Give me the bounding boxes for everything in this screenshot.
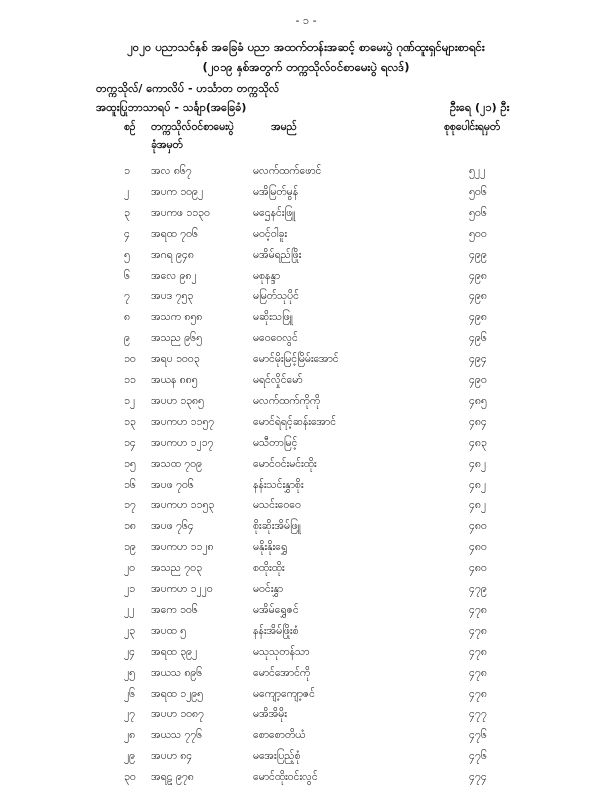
table-row: [0, 625, 612, 647]
university-label: တက္ကသိုလ်/ ကောလိပ် - ဟင်္သာတ တက္ကသိုလ်: [96, 82, 280, 95]
student-name: မဆိုးသဖြူ: [253, 311, 293, 324]
roll-number: အရဠ ၉၇၈: [151, 771, 194, 784]
roll-number: အရပ ၁၀၀၃: [151, 353, 200, 366]
row-number: ၂၃: [124, 624, 136, 637]
total-marks: ၄၇၇: [469, 708, 487, 721]
student-name: မဝင်းနွှာ: [253, 583, 284, 595]
student-name: နန်းအိမ်ဖြိုးစံ: [253, 624, 299, 637]
roll-number: အပကဟ ၁၁၅၇: [151, 415, 215, 428]
table-row: [0, 353, 612, 375]
total-marks: ၄၉၄: [469, 353, 487, 366]
roll-number: အယသ ၈၉၆: [151, 666, 203, 679]
row-number: ၂၁: [124, 583, 136, 595]
total-marks: ၄၇၆: [469, 750, 487, 763]
student-name: မောင်အောင်ကို: [253, 666, 311, 679]
total-marks: ၅၀၆: [469, 185, 487, 198]
table-row: [0, 332, 612, 354]
student-name: မောင်ထိုးဝင်းလွင်: [253, 771, 318, 784]
roll-number: အသည ၇၀၃: [151, 562, 202, 575]
row-number: ၄: [124, 227, 130, 240]
subject-label: အထူးပြုဘာသာရပ် - သင်္ချာ(အခြေခံ): [96, 101, 247, 114]
row-number: ၆: [124, 269, 130, 282]
roll-number: အပဖ ၇၀၆: [151, 478, 194, 491]
total-marks: ၄၉၈: [469, 311, 487, 324]
roll-number: အပကဟ ၁၂၂၀: [151, 583, 213, 595]
total-marks: ၄၉၈: [469, 290, 487, 303]
row-number: ၂၄: [124, 645, 136, 658]
table-row: [0, 165, 612, 187]
roll-number: အလေ ၉၈၂: [151, 269, 197, 282]
header-name: အမည်: [271, 121, 297, 133]
roll-number: အပကဟ ၁၁၂၈: [151, 541, 214, 554]
table-row: [0, 416, 612, 438]
row-number: ၅: [124, 248, 130, 261]
row-number: ၁၃: [124, 415, 136, 428]
row-number: ၉: [124, 332, 130, 345]
roll-number: အသည ၉၆၅: [151, 332, 202, 345]
total-marks: ၄၈၂: [469, 478, 487, 491]
student-name: မောင်ရဲရင့်ဆန်းအောင်: [253, 415, 337, 428]
total-marks: ၄၇၈: [469, 603, 487, 616]
header-marks: စုစုပေါင်းရမှတ်: [444, 121, 501, 133]
student-name: မလက်ထက်ဖောင်: [253, 165, 322, 177]
table-row: [0, 228, 612, 250]
student-name: မအိအိမိုး: [253, 708, 287, 721]
page-number: - ၁ -: [295, 14, 317, 27]
row-number: ၁၆: [124, 478, 136, 491]
table-row: [0, 290, 612, 312]
row-number: ၂: [124, 185, 130, 198]
student-name: မမြတ်သုပိုင်: [253, 290, 299, 303]
total-marks: ၄၉၀: [469, 374, 487, 386]
student-name: မလက်ထက်ကိုကို: [253, 394, 321, 407]
row-number: ၈: [124, 311, 130, 324]
row-number: ၁၇: [124, 499, 136, 512]
student-name: နန်းသင်းနွှာစိုး: [253, 478, 304, 491]
row-number: ၂၂: [124, 603, 135, 616]
table-row: [0, 646, 612, 668]
student-name: မအိမ်ရည်ဖြိုး: [253, 248, 302, 261]
student-name: မသုသုတန်သာ: [253, 645, 310, 658]
roll-number: အသထ ၇၀၉: [151, 457, 202, 470]
total-marks: ၄၇၆: [469, 729, 487, 742]
total-count: ဦးရေ (၂၁) ဦး: [450, 101, 510, 114]
table-row: [0, 583, 612, 605]
table-row: [0, 207, 612, 229]
row-number: ၂၇: [124, 708, 136, 721]
row-number: ၂၀: [124, 562, 136, 575]
row-number: ၁: [124, 165, 130, 177]
header-roll-no: တက္ကသိုလ်ဝင်စာမေးပွဲ: [151, 121, 234, 133]
roll-number: အပဟ ၈၄: [151, 750, 193, 763]
roll-number: အပကဖ ၁၁၃၀: [151, 206, 210, 219]
row-number: ၁၉: [124, 541, 136, 554]
student-name: စောစောတိယံ: [253, 729, 306, 742]
table-row: [0, 499, 612, 521]
total-marks: ၅၂၂: [469, 165, 486, 177]
student-name: မစုနန္ဒာ: [253, 269, 281, 282]
roll-number: အပက ၁၀၉၂: [151, 185, 204, 198]
student-name: မကျော့ကျော့ဇင်: [253, 687, 315, 700]
student-name: မသီတာမြင့်: [253, 436, 298, 449]
table-row: [0, 771, 612, 793]
student-name: စထိုးထိုး: [253, 562, 285, 575]
table-row: [0, 479, 612, 501]
table-row: [0, 437, 612, 459]
total-marks: ၄၈၀: [469, 541, 487, 554]
row-number: ၃: [124, 206, 130, 219]
student-name: မနိုးနိုးရွှေ: [253, 541, 288, 554]
row-number: ၂၈: [124, 729, 136, 742]
roll-number: အပဟ ၁၃၈၅: [151, 394, 204, 407]
roll-number: အပကဟ ၁၂၁၇: [151, 436, 214, 449]
student-name: မဝင့်ဝါခူး: [253, 227, 288, 240]
row-number: ၁၁: [124, 374, 136, 386]
roll-number: အရထ ၇၀၆: [151, 227, 198, 240]
table-row: [0, 750, 612, 772]
total-marks: ၄၈၀: [469, 562, 487, 575]
roll-number: အသက ၈၅၈: [151, 311, 203, 324]
student-name: မအိမ်ရွှေဇင်: [253, 603, 299, 616]
total-marks: ၄၈၅: [469, 394, 487, 407]
roll-number: အဂရ ၉၄၈: [151, 248, 194, 261]
roll-number: အလ ၈၆၇: [151, 165, 192, 177]
row-number: ၁၄: [124, 436, 136, 449]
table-row: [0, 249, 612, 271]
total-marks: ၄၉၆: [469, 332, 487, 345]
total-marks: ၄၈၄: [469, 415, 487, 428]
row-number: ၃၀: [124, 771, 136, 784]
roll-number: အပဟ ၁၀၈၇: [151, 708, 204, 721]
total-marks: ၄၇၉: [469, 583, 487, 595]
roll-number: အယန ၈၈၅: [151, 374, 198, 386]
table-row: [0, 729, 612, 751]
table-row: [0, 688, 612, 710]
table-row: [0, 458, 612, 480]
row-number: ၇: [124, 290, 130, 303]
table-row: [0, 562, 612, 584]
table-row: [0, 520, 612, 542]
roll-number: အပထ ၅: [151, 624, 187, 637]
total-marks: ၄၉၉: [469, 248, 487, 261]
document-subtitle: (၂၀၁၉ နှစ်အတွက် တက္ကသိုလ်ဝင်စာမေးပွဲ ရလဒ်): [202, 60, 410, 74]
table-row: [0, 270, 612, 292]
roll-number: အရထ ၃၉၂: [151, 645, 198, 658]
document-title: ၂၀၂၀ ပညာသင်နှစ် အခြေခံ ပညာ အထက်တန်းအဆင့် စာမေးပွဲ ဂုဏ်ထူးရှင်များစာရင်း: [127, 40, 485, 54]
table-row: [0, 541, 612, 563]
table-row: [0, 311, 612, 333]
roll-number: အကေ ၁၀၆: [151, 603, 198, 616]
roll-number: အပဖ ၇၆၄: [151, 520, 194, 533]
table-row: [0, 604, 612, 626]
table-row: [0, 374, 612, 396]
table-row: [0, 395, 612, 417]
roll-number: အပကဟ ၁၁၅၃: [151, 499, 215, 512]
student-name: မသင်းဝေဝေ: [253, 499, 301, 512]
student-name: မောင်ဝင်းမင်းထိုး: [253, 457, 317, 470]
total-marks: ၄၇၄: [469, 771, 487, 784]
total-marks: ၄၈၂: [469, 457, 487, 470]
student-name: မအိမြတ်မွန်: [253, 185, 299, 198]
student-name: မရင်လှိုင်မော်: [253, 374, 303, 386]
header-roll-no-line2: ခုံအမှတ်: [151, 139, 183, 151]
total-marks: ၅၀၆: [469, 206, 487, 219]
total-marks: ၅၀၀: [469, 227, 487, 240]
total-marks: ၄၇၈: [469, 666, 487, 679]
roll-number: အရထ ၁၂၉၅: [151, 687, 204, 700]
table-row: [0, 667, 612, 689]
row-number: ၂၅: [124, 666, 136, 679]
total-marks: ၄၈၂: [469, 499, 487, 512]
total-marks: ၄၇၈: [469, 645, 487, 658]
row-number: ၂၆: [124, 687, 136, 700]
total-marks: ၄၈၀: [469, 520, 487, 533]
row-number: ၂၉: [124, 750, 136, 763]
student-name: မအေးပြည့်စုံ: [253, 750, 301, 763]
student-name: မောင်မိုးမြင့်မြိမ်းအောင်: [253, 353, 339, 366]
table-row: [0, 708, 612, 730]
row-number: ၁၈: [124, 520, 136, 533]
total-marks: ၄၈၃: [469, 436, 487, 449]
table-row: [0, 186, 612, 208]
total-marks: ၄၉၈: [469, 269, 487, 282]
row-number: ၁၅: [124, 457, 136, 470]
roll-number: အယသ ၇၇၆: [151, 729, 203, 742]
total-marks: ၄၇၈: [469, 687, 487, 700]
roll-number: အပဒ ၇၅၃: [151, 290, 194, 303]
student-name: မဝေဝေလွင်: [253, 332, 298, 345]
student-name: စိုးဆိုးအိမ်ဖြူ: [253, 520, 301, 533]
total-marks: ၄၇၈: [469, 624, 487, 637]
student-name: မဌေနင်းဖြူ: [253, 206, 296, 219]
row-number: ၁၂: [124, 394, 136, 407]
row-number: ၁၀: [124, 353, 136, 366]
header-no: စဉ်: [124, 121, 136, 133]
